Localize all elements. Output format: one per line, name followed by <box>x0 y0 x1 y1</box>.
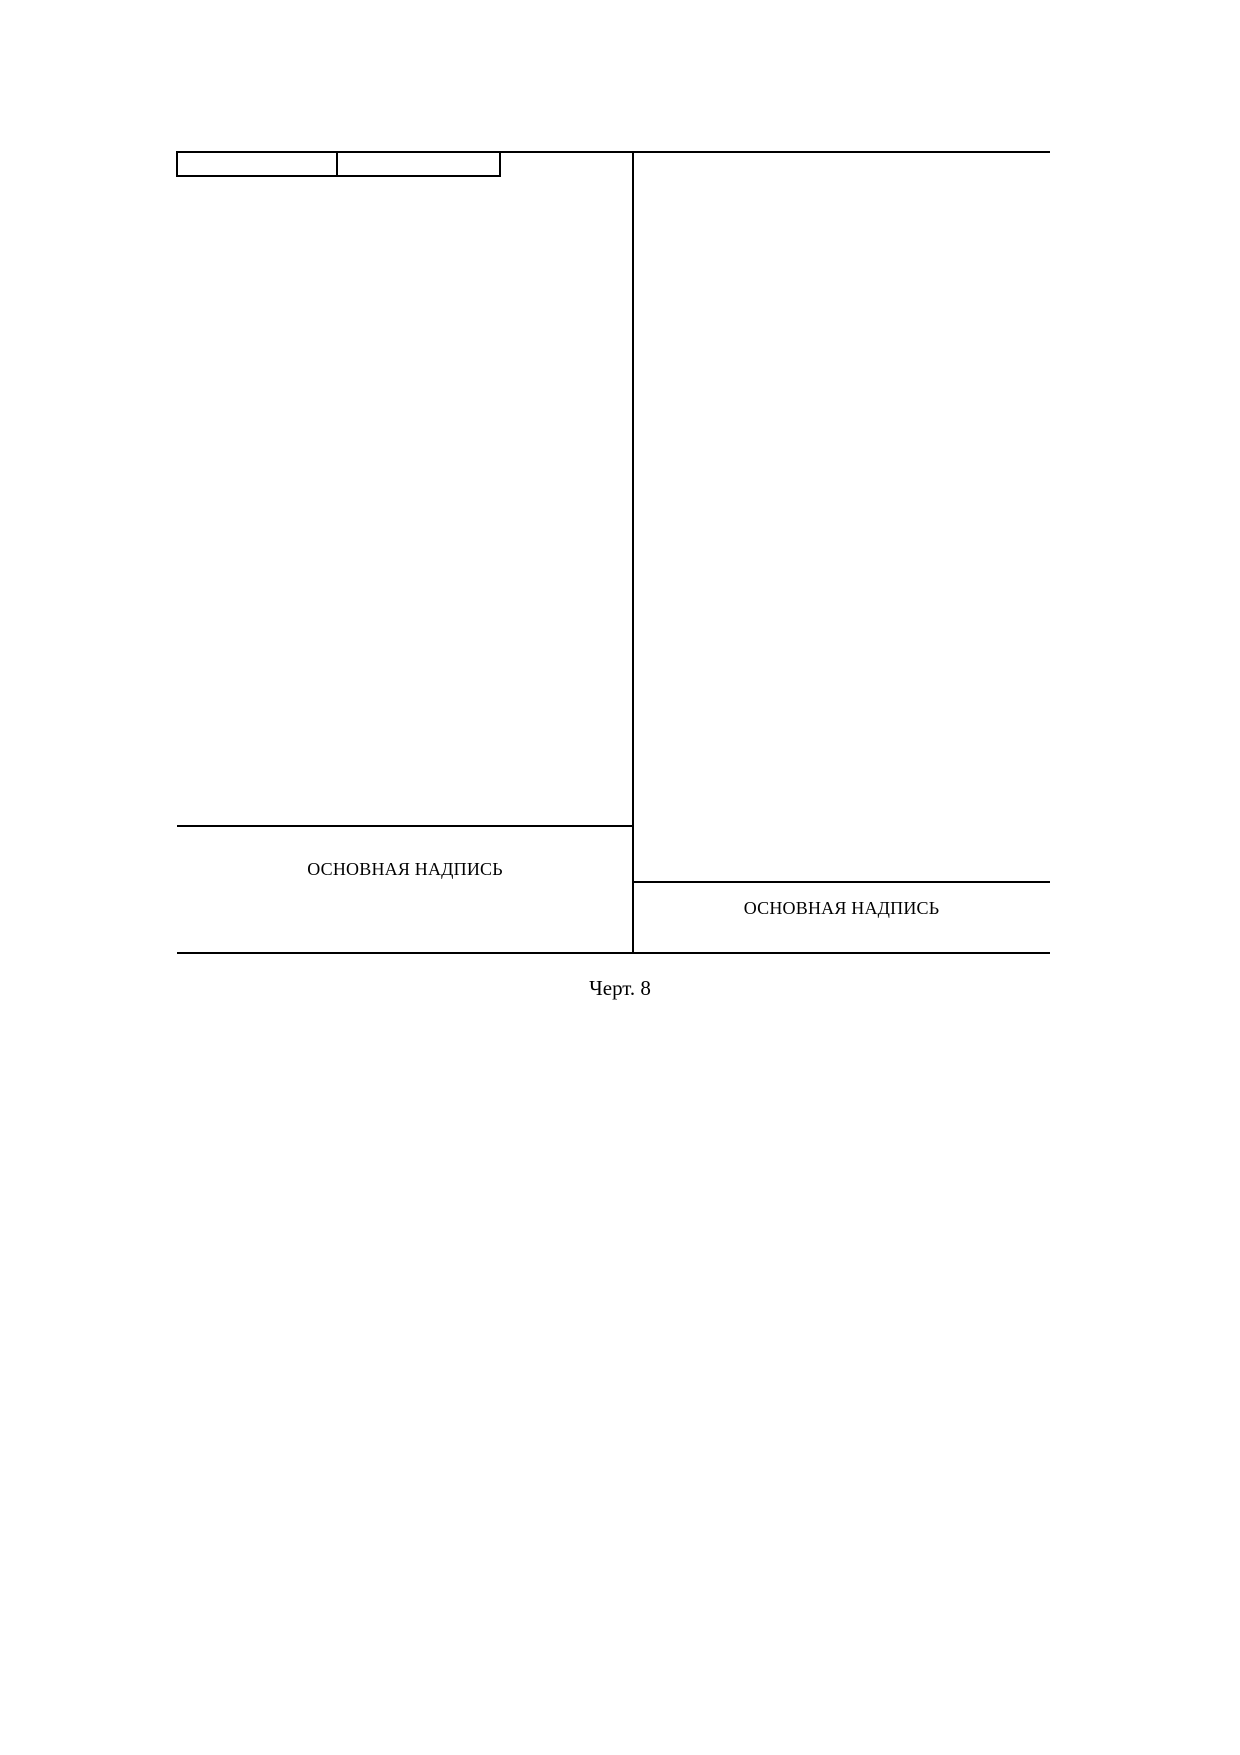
figure-caption: Черт. 8 <box>589 976 651 1000</box>
right-title-block-label: ОСНОВНАЯ НАДПИСЬ <box>743 898 940 918</box>
left-title-block-label: ОСНОВНАЯ НАДПИСЬ <box>307 859 503 879</box>
top-left-box-1 <box>177 152 337 176</box>
top-left-box-2 <box>337 152 500 176</box>
